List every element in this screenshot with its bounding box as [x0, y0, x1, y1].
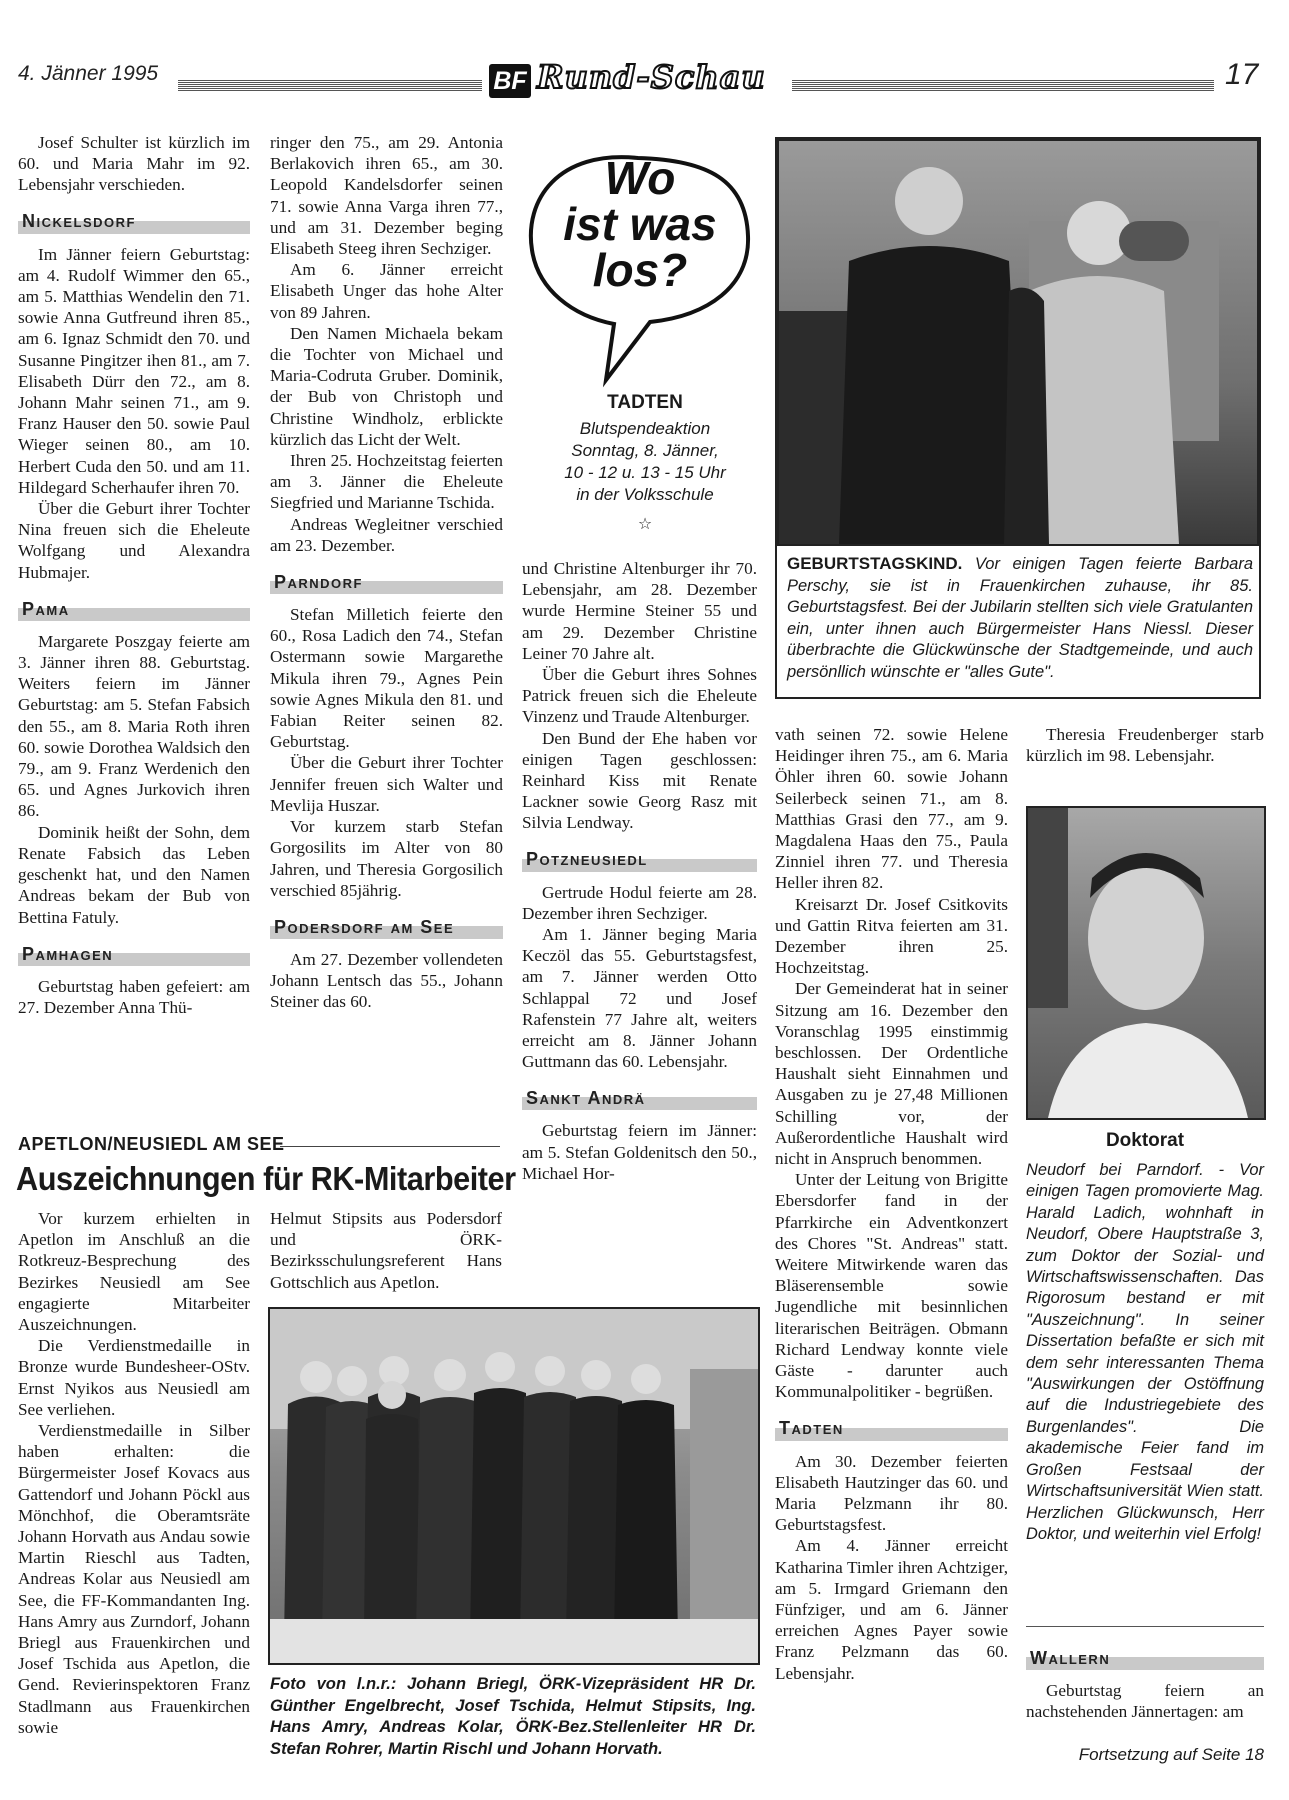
portrait-silhouette: [1028, 808, 1264, 1118]
paragraph: Geburtstag haben gefeiert: am 27. Dezember Anna Thü-: [18, 976, 250, 1017]
event-line: 10 - 12 u. 13 - 15 Uhr: [564, 463, 726, 482]
logo-title: Rund-Schau: [537, 58, 766, 96]
paragraph: Über die Geburt ihrer Tochter Jennifer freuen sich Walter und Mevlija Huszar.: [270, 753, 503, 815]
paragraph: und Christine Altenburger ihr 70. Lebensjahr, am 28. Dezember wurde Hermine Steiner 55 und am 29. Dezember Christine Leiner 70 Jahre alt.: [522, 559, 757, 663]
logo-bf: BF: [489, 64, 531, 98]
paragraph: Über die Geburt ihres Sohnes Patrick freuen sich die Eheleute Vinzenz und Traude Altenburger.: [522, 665, 757, 727]
article-headline: Auszeichnungen für RK-Mitarbeiter: [16, 1160, 516, 1197]
article-kicker: APETLON/NEUSIEDL AM SEE: [18, 1134, 285, 1154]
paragraph: Kreisarzt Dr. Josef Csitkovits und Gattin Ritva feierten am 31. Dezember ihren 25. Hochzeitstag.: [775, 894, 1008, 978]
section-heading-pama: Pama: [18, 591, 250, 623]
paragraph: vath seinen 72. sowie Helene Heidinger ihren 75., am 6. Maria Öhler ihren 60. sowie Johann Seilerbeck seinen 71., am 8. Matthias Grasi den 77., am 9. Magdalena Haas den 75., Paula Zinniel ihren 77. und Theresia Heller ihren 82.: [775, 725, 1008, 893]
photo-silhouettes: [779, 141, 1257, 544]
paragraph: Gertrude Hodul feierte am 28. Dezember ihren Sechziger.: [522, 882, 757, 923]
paragraph: Im Jänner feiern Geburtstag: am 4. Rudolf Wimmer den 65., am 5. Matthias Wendelin den 71. sowie Anna Gutfreund ihren 85., am 6. Ignaz Schmidt den 70. und Susanne Pingitzer ihen 81., am 7. Elisabeth Dürr den 72., am 8. Johann Mahr seinen 71., am 9. Franz Hauser den 50. sowie Paul Wieger seinen 80., am 10. Herbert Cuda den 50. und am 11. Hildegard Scherhaufer ihren 70.: [18, 244, 250, 497]
star-icon: ☆: [637, 516, 653, 533]
paragraph: Den Namen Michaela bekam die Tochter von Michael und Maria-Codruta Gruber. Dominik, der Bub von Christoph und Christine Windholz, erblickte kürzlich das Licht der Welt.: [270, 323, 503, 449]
paragraph: Am 6. Jänner erreicht Elisabeth Unger das hohe Alter von 89 Jahren.: [270, 260, 503, 322]
column-2: [270, 132, 503, 1013]
section-heading-tadten: Tadten: [775, 1411, 1008, 1443]
event-line: Blutspendeaktion: [579, 419, 711, 438]
paragraph: Theresia Freudenberger starb kürzlich im 98. Lebensjahr.: [1026, 725, 1264, 766]
event-line: Sonntag, 8. Jänner,: [571, 441, 719, 460]
column-4: [775, 724, 1008, 1684]
section-heading-podersdorf: Podersdorf am See: [270, 909, 503, 941]
paragraph: Unter der Leitung von Brigitte Ebersdorfer fand in der Pfarrkirche ein Adventkonzert des Chores "St. Andreas" statt. Weitere Mitwirkende waren das Bläserensemble sowie Jugendliche mit besinnlichen literarischen Beiträgen. Obmann Richard Lendway konnte viele Gäste - darunter auch Kommunalpolitiker - begrüßen.: [775, 1170, 1008, 1402]
paragraph: Den Bund der Ehe haben vor einigen Tagen geschlossen: Reinhard Kiss mit Renate Lackner sowie Georg Rasz mit Silvia Lendway.: [522, 728, 757, 833]
caption-lead: GEBURTSTAGSKIND.: [787, 554, 963, 573]
column-1: [18, 132, 250, 1018]
event-place: TADTEN: [607, 392, 683, 413]
event-line: in der Volksschule: [576, 485, 714, 504]
header-rule-left: [178, 80, 482, 91]
paragraph: Über die Geburt ihrer Tochter Nina freuen sich die Eheleute Wolfgang und Alexandra Hubmajer.: [18, 499, 250, 582]
paragraph: Der Gemeinderat hat in seiner Sitzung am 16. Dezember den Voranschlag 1995 einstimmig beschlossen. Der Ordentliche Haushalt sieht Einnahmen und Ausgaben zu je 27,48 Millionen Schilling vor, der Außerordentliche Haushalt wird nicht in Anspruch benommen.: [775, 979, 1008, 1169]
section-heading-pamhagen: Pamhagen: [18, 936, 250, 968]
section-heading-potzneusiedl: Potzneusiedl: [522, 842, 757, 874]
paragraph: Am 4. Jänner erreicht Katharina Timler ihren Achtziger, am 5. Irmgard Griemann den Fünfziger, und am 6. Jänner erreichen Agnes Payer sowie Franz Pelzmann das 60. Lebensjahr.: [775, 1536, 1008, 1683]
paragraph: Am 27. Dezember vollendeten Johann Lentsch das 55., Johann Steiner das 60.: [270, 949, 503, 1012]
page-number: 17: [1225, 58, 1259, 91]
article-col-left: [18, 1208, 250, 1738]
paragraph: Josef Schulter ist kürzlich im 60. und Maria Mahr im 92. Lebensjahr verschieden.: [18, 133, 250, 195]
photo-group-rk: [268, 1307, 760, 1665]
column-3: [522, 558, 757, 1184]
section-heading-parndorf: Parndorf: [270, 564, 503, 596]
header-rule-right: [792, 80, 1214, 91]
column-5-bottom: [1026, 1632, 1264, 1722]
section-heading-sankt-andrae: Sankt Andrä: [522, 1080, 757, 1112]
divider: [1026, 1626, 1264, 1627]
bubble-line-3: los?: [592, 244, 688, 296]
paragraph: Dominik heißt der Sohn, dem Renate Fabsich das Leben geschenkt hat, und den Namen Andreas bekam der Bub von Bettina Fatuly.: [18, 822, 250, 927]
bubble-line-2: ist was: [563, 198, 717, 250]
paragraph: Margarete Poszgay feierte am 3. Jänner ihren 88. Geburtstag. Weiters feiern im Jänner Geburtstag: am 5. Stefan Fabsich den 55., am 8. Maria Roth ihren 60. sowie Dorothea Waldsich den 79., am 9. Franz Werdenich den 65. und Agnes Jurkovich ihren 86.: [18, 631, 250, 821]
photo-caption-group: Foto von l.n.r.: Johann Briegl, ÖRK-Vizepräsident HR Dr. Günther Engelbrecht, Josef Tschida, Helmut Stipsits, Ing. Hans Amry, Andreas Kolar, ÖRK-Bez.Stellenleiter HR Dr. Stefan Rohrer, Martin Rischl und Johann Horvath.: [270, 1674, 756, 1758]
paragraph: Vor kurzem starb Stefan Gorgosilits im Alter von 80 Jahren, und Theresia Gorgosilich verschied 85jährig.: [270, 817, 503, 900]
paragraph: Geburtstag feiern im Jänner: am 5. Stefan Goldenitsch den 50., Michael Hor-: [522, 1121, 757, 1183]
continued-note: Fortsetzung auf Seite 18: [1078, 1745, 1264, 1764]
bubble-text: [535, 152, 745, 296]
paragraph: Verdienstmedaille in Silber haben erhalten: die Bürgermeister Josef Kovacs aus Gattendorf und Johann Pöckl aus Mönchhof, die Oberamtsräte Johann Horvath aus Andau sowie Martin Rieschl aus Tadten, Andreas Kolar aus Neusiedl am See, die FF-Kommandanten Ing. Hans Amry aus Zurndorf, Johann Briegl aus Frauenkirchen und Josef Tschida aus Apetlon, die Gend. Revierinspektoren Franz Stadlmann aus Frauenkirchen sowie: [18, 1421, 250, 1737]
section-heading-wallern: Wallern: [1026, 1640, 1264, 1672]
paragraph: Am 30. Dezember feierten Elisabeth Hautzinger das 60. und Maria Pelzmann ihr 80. Geburtstagsfest.: [775, 1451, 1008, 1535]
paragraph: Ihren 25. Hochzeitstag feierten am 3. Jänner die Eheleute Siegfried und Marianne Tschida.: [270, 451, 503, 513]
paragraph: Geburtstag feiern an nachstehenden Jännertagen: am: [1026, 1681, 1264, 1722]
paragraph: Die Verdienstmedaille in Bronze wurde Bundesheer-OStv. Ernst Nyikos aus Neusiedl am See verliehen.: [18, 1336, 250, 1419]
doktorat-heading: Doktorat: [1105, 1130, 1185, 1151]
paragraph: Am 1. Jänner beging Maria Keczöl das 55. Geburtstagsfest, am 7. Jänner werden Otto Schlappal 72 und Josef Rafenstein 77 Jahre alt, weiters erreicht am 8. Jänner Johann Guttmann das 60. Lebensjahr.: [522, 925, 757, 1072]
doktorat-text: Neudorf bei Parndorf. - Vor einigen Tagen promovierte Mag. Harald Ladich, wohnhaft in Neudorf, Obere Hauptstraße 3, zum Doktor der Sozial- und Wirtschaftswissenschaften. Das Rigorosum bestand er mit "Auszeichnung". In seiner Dissertation befaßte er sich mit dem sehr interessanten Thema "Auswirkungen der Ostöffnung auf die Industriegebiete des Burgenlandes". Die akademische Feier fand im Großen Festsaal der Wirtschaftsuniversität Wien statt. Herzlichen Glückwunsch, Herr Doktor, und weiterhin viel Erfolg!: [1026, 1161, 1264, 1543]
caption-text: Vor einigen Tagen feierte Barbara Perschy, sie ist in Frauenkirchen zuhause, ihr 85. Geburtstagsfest. Bei der Jubilarin stellten sich viele Gratulanten ein, unter ihnen auch Bürgermeister Hans Niessl. Dieser überbrachte die Glückwünsche der Stadtgemeinde, und auch persönllich wünschte er "alles Gute".: [787, 555, 1253, 681]
group-silhouettes: [270, 1309, 758, 1663]
paragraph: Helmut Stipsits aus Podersdorf und ÖRK-Bezirksschulungsreferent Hans Gottschlich aus Apetlon.: [270, 1209, 502, 1292]
paragraph: ringer den 75., am 29. Antonia Berlakovich ihren 65., am 30. Leopold Kandelsdorfer seinen 71. sowie Anna Varga ihren 77., und am 31. Dezember beging Elisabeth Steeg ihren Sechziger.: [270, 133, 503, 259]
photo-birthday-jubilarin: [777, 139, 1259, 546]
photo-caption-birthday: [787, 553, 1253, 683]
column-5: [1026, 724, 1264, 766]
section-heading-nickelsdorf: Nickelsdorf: [18, 204, 250, 236]
event-box: [530, 392, 760, 534]
article-col-right: [270, 1208, 502, 1293]
paragraph: Vor kurzem erhielten in Apetlon im Anschluß an die Rotkreuz-Besprechung des Bezirkes Neusiedl am See engagierte Mitarbeiter Auszeichnungen.: [18, 1209, 250, 1335]
paragraph: Andreas Wegleitner verschied am 23. Dezember.: [270, 514, 503, 555]
kicker-rule: [280, 1146, 500, 1147]
header-date: 4. Jänner 1995: [18, 62, 159, 85]
bubble-line-1: Wo: [604, 152, 676, 204]
photo-portrait-doktor: [1026, 806, 1266, 1120]
paragraph: Stefan Milletich feierte den 60., Rosa Ladich den 74., Stefan Ostermann sowie Margarethe Mikula ihren 79., Agnes Pein sowie Agnes Mikula den 81. und Fabian Reiter seinen 82. Geburtstag.: [270, 605, 503, 752]
